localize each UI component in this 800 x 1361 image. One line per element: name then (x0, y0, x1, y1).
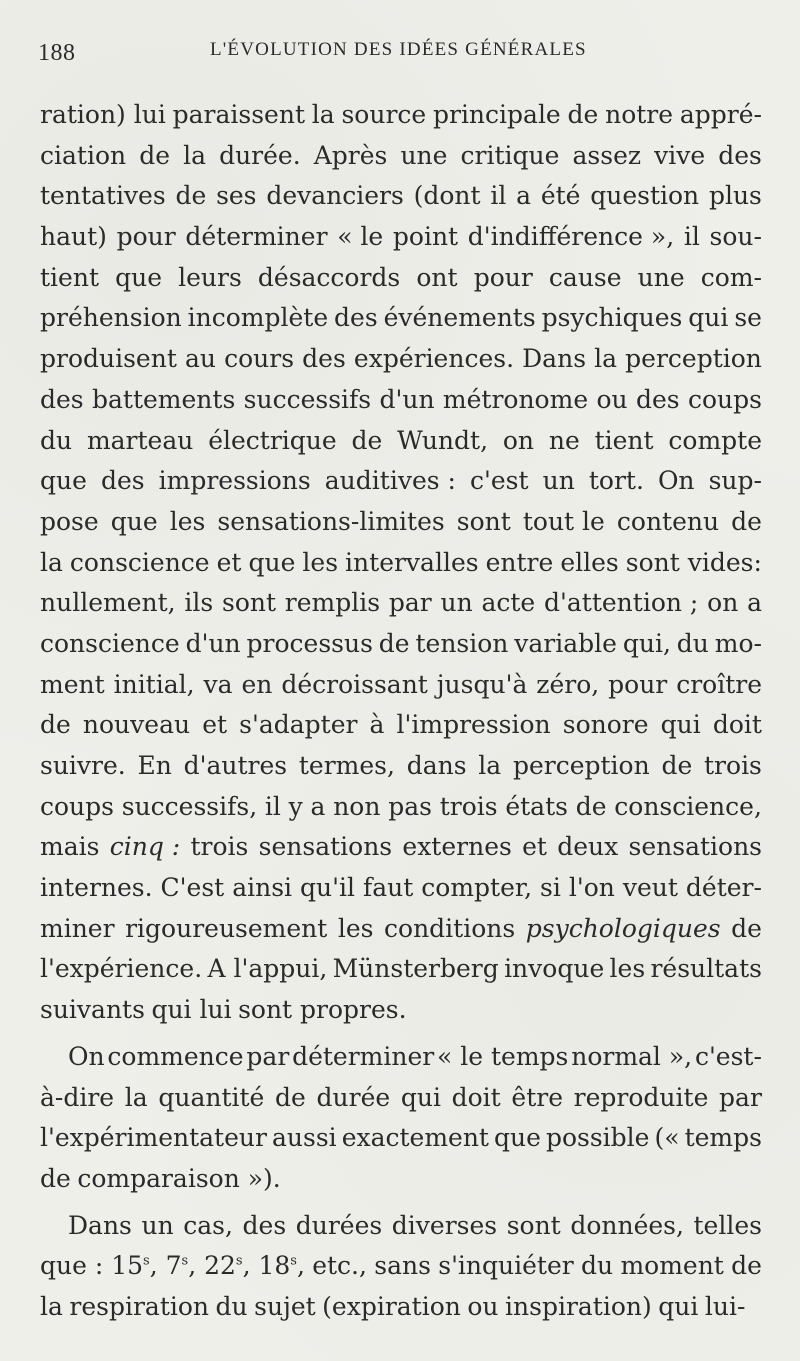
word: leurs (178, 262, 242, 292)
word: conscience (69, 547, 210, 577)
word: successifs, (121, 791, 258, 821)
word: ses (216, 181, 257, 211)
word: on (502, 425, 535, 455)
text-line (40, 1118, 762, 1159)
word: psychiques (541, 303, 683, 333)
word: sont (221, 588, 277, 618)
word: contenu (616, 506, 720, 536)
word: plus (708, 181, 762, 211)
word: On (68, 1041, 105, 1071)
word: coups (687, 384, 762, 414)
word: l'expérience. (40, 954, 203, 984)
word: tient (40, 262, 99, 292)
word: tout le (522, 506, 605, 536)
word: durée (316, 1082, 391, 1112)
word: sans (374, 1251, 431, 1281)
word: de (275, 1082, 306, 1112)
word: décroissant (281, 669, 428, 699)
word: lui- (704, 1291, 746, 1321)
word: inspiration) (505, 1291, 652, 1321)
word: que (40, 466, 87, 496)
word: doit (451, 1082, 501, 1112)
word: la (183, 140, 206, 170)
body-text (40, 95, 762, 1328)
text-line (40, 421, 762, 462)
text-line (40, 1206, 762, 1247)
word: la (40, 1291, 63, 1321)
word: principale (432, 100, 561, 129)
text-line (40, 217, 762, 258)
word: été (540, 181, 581, 211)
word: paraissent (172, 100, 305, 129)
word: veut (622, 873, 678, 903)
word: suivants (40, 995, 145, 1025)
word: il (490, 181, 507, 211)
word: et (522, 832, 547, 862)
word: entre (485, 547, 554, 577)
word: diverses (391, 1210, 498, 1240)
word: ils (184, 588, 214, 618)
word: s'inquiéter (438, 1251, 574, 1281)
word: ment (40, 669, 105, 699)
word: marteau (86, 425, 194, 455)
word: a (310, 791, 326, 821)
word: données, (570, 1210, 684, 1240)
word: par (719, 1082, 762, 1112)
word: c'est- (694, 1041, 762, 1071)
word: trois (439, 791, 498, 821)
text-line (40, 909, 762, 950)
word: sont vides: (625, 547, 762, 577)
word: doit (712, 710, 762, 740)
word: On (657, 466, 695, 496)
word: du (40, 425, 73, 455)
word: événements (383, 303, 536, 333)
word: un (141, 1210, 174, 1240)
word: et (216, 547, 242, 577)
text-line (40, 990, 762, 1031)
word: de (175, 181, 207, 211)
word: sont (456, 506, 511, 536)
word: des (334, 303, 378, 333)
word: résultats (650, 954, 762, 984)
word: pose (40, 506, 99, 536)
word: dans (406, 751, 467, 780)
word: externes (402, 832, 512, 862)
word: faut (362, 873, 414, 903)
word: déterminer (292, 1041, 435, 1071)
page-header (38, 38, 760, 68)
text-line (40, 868, 762, 909)
text-line (40, 949, 762, 990)
word: commence (107, 1041, 244, 1071)
word: l'impression (396, 710, 551, 740)
word: ciation (40, 140, 127, 170)
word: qui (688, 303, 729, 333)
word: de (139, 140, 170, 170)
text-line (40, 583, 762, 624)
word: invoque (504, 954, 605, 984)
page-number: 188 (38, 40, 76, 66)
word: respiration (69, 1291, 210, 1321)
word: ainsi (232, 873, 293, 903)
word: croître (676, 669, 762, 699)
running-head: L'ÉVOLUTION DES IDÉES GÉNÉRALES (210, 39, 587, 60)
text-line (40, 176, 762, 217)
word: sont (506, 1210, 561, 1240)
word: question (590, 181, 700, 211)
word: Après (313, 140, 388, 170)
word: intervalles (345, 547, 479, 577)
word: durée. (219, 140, 301, 170)
word: une (400, 140, 448, 170)
text-line (40, 827, 762, 868)
word: du (581, 1251, 614, 1281)
word: compte (668, 425, 762, 455)
word: normal », (571, 1041, 693, 1071)
text-line (40, 1159, 762, 1200)
word: impressions (158, 466, 311, 496)
word: « le temps (437, 1041, 569, 1071)
word: A l'appui, (207, 954, 328, 984)
word: qui (660, 710, 701, 740)
word: pour (608, 669, 668, 699)
word: zéro, (536, 669, 600, 699)
word: com- (700, 262, 762, 292)
word: d'attention ; (544, 588, 699, 618)
word: que (494, 1123, 541, 1153)
word: sujet (254, 1291, 316, 1321)
word: trois (190, 832, 249, 862)
word: durées (295, 1210, 383, 1240)
word: des (635, 384, 680, 414)
word: des (718, 140, 762, 170)
word: y (288, 791, 303, 821)
word: c'est (470, 466, 529, 496)
word: électrique (208, 425, 337, 455)
word: les (169, 506, 206, 536)
word: s'adapter (239, 710, 358, 740)
word: pour (473, 262, 533, 292)
word: nullement, (40, 588, 176, 618)
word: temps (684, 1123, 762, 1153)
text-line (40, 1078, 762, 1119)
word: que (248, 547, 296, 577)
word: de (661, 751, 693, 780)
word: ration) lui (40, 100, 166, 129)
word: que (110, 506, 158, 536)
word: d'un (185, 628, 241, 658)
word: sensations-limites (217, 506, 445, 536)
word: Dans (522, 344, 587, 374)
word: à (369, 710, 385, 740)
text-line (40, 380, 762, 421)
word: l'on (568, 873, 615, 903)
word: ne (548, 425, 580, 455)
word: processus (246, 628, 373, 658)
word: expériences. (353, 344, 515, 374)
word: cinq : (109, 832, 181, 862)
word: l'expérimentateur (40, 1123, 267, 1153)
word: suivre. (40, 751, 126, 780)
word: Münsterberg (332, 954, 499, 984)
word: sup- (708, 466, 762, 496)
word: initial, (113, 669, 195, 699)
word: (expiration (322, 1291, 461, 1321)
word: la (311, 100, 335, 129)
word: compter, (421, 873, 533, 903)
word: reproduite (573, 1082, 709, 1112)
word: jusqu'à (436, 669, 528, 699)
word: point (392, 222, 459, 252)
word: sensations (628, 832, 762, 862)
word: variable (514, 628, 617, 658)
word: perception (512, 751, 650, 780)
word: de (731, 506, 762, 536)
text-line (40, 1287, 762, 1328)
word: cours (224, 344, 295, 374)
word: du (676, 628, 709, 658)
word: la (478, 751, 502, 780)
word: comparaison »). (77, 1163, 281, 1193)
word: haut) (40, 222, 107, 252)
word: deux (557, 832, 619, 862)
word: d'un (379, 384, 435, 414)
word: et (202, 710, 228, 740)
word: états (505, 791, 568, 821)
word: se (734, 303, 762, 333)
word: va (203, 669, 233, 699)
text-line (40, 461, 762, 502)
text-line (40, 624, 762, 665)
word: (« (654, 1123, 680, 1153)
word: nouveau (82, 710, 191, 740)
word: ou (467, 1291, 499, 1321)
word: a (516, 181, 532, 211)
text-line (40, 705, 762, 746)
word: de (351, 425, 383, 455)
word: par (246, 1041, 290, 1071)
word: trois (704, 751, 762, 780)
word: conscience (40, 628, 180, 658)
word: les (609, 954, 646, 984)
text-line (40, 258, 762, 299)
word: incomplète (187, 303, 329, 333)
word: de (40, 1163, 71, 1193)
word: qui, (622, 628, 671, 658)
text-line (40, 339, 762, 380)
word: elles (560, 547, 619, 577)
word: coups (40, 791, 114, 821)
word: de (378, 628, 410, 658)
word: rigoureusement (125, 913, 328, 943)
word: en (241, 669, 273, 699)
word: qu'il (300, 873, 355, 903)
word: devanciers (266, 181, 404, 211)
text-line (40, 1246, 762, 1287)
word: si (540, 873, 561, 903)
word: acte (481, 588, 536, 618)
word: vive (654, 140, 706, 170)
word: auditives : (324, 466, 456, 496)
word: telles (693, 1210, 762, 1240)
word: qui lui (151, 995, 232, 1025)
word: des (302, 344, 346, 374)
word: désaccords (257, 262, 401, 292)
word: sonore (562, 710, 649, 740)
word: miner (40, 913, 115, 943)
word: sont propres. (238, 995, 407, 1025)
word: qui (658, 1291, 699, 1321)
word: du (215, 1291, 248, 1321)
word: de (575, 791, 607, 821)
word: déter- (685, 873, 762, 903)
word: on (707, 588, 739, 618)
text-line (40, 665, 762, 706)
word: produisent (40, 344, 177, 374)
word: de (731, 1251, 762, 1281)
word: d'autres (183, 751, 288, 780)
word: mais (40, 832, 100, 862)
word: ou (596, 384, 628, 414)
word: déterminer (185, 222, 328, 252)
word: pas (388, 791, 432, 821)
word: mo- (714, 628, 762, 658)
text-line (40, 95, 762, 136)
word: pour (116, 222, 176, 252)
word: (dont (413, 181, 481, 211)
word: tension (415, 628, 509, 658)
word: métronome (442, 384, 589, 414)
word: a (747, 588, 762, 618)
word: un (542, 466, 575, 496)
word: conditions (384, 913, 516, 943)
word: préhension (40, 303, 182, 333)
text-line (40, 1037, 762, 1078)
word: des (100, 466, 145, 496)
word: par (388, 588, 432, 618)
word: qui (400, 1082, 441, 1112)
word: de (567, 100, 599, 129)
word: perception (625, 344, 762, 374)
text-line (40, 502, 762, 543)
text-line (40, 787, 762, 828)
word: battements (92, 384, 236, 414)
word: Dans (68, 1210, 132, 1240)
word: tient (594, 425, 654, 455)
word: ont (416, 262, 458, 292)
word: termes, (298, 751, 395, 780)
word: il (264, 791, 281, 821)
word: il (683, 222, 700, 252)
word: de (40, 710, 71, 740)
word: tort. (588, 466, 644, 496)
word: que : 15$^s$, 7$^s$, 22$^s$, 18$^s$, (40, 1251, 305, 1281)
word: la (594, 344, 618, 374)
word: etc., (312, 1251, 367, 1281)
word: aussi (271, 1123, 337, 1153)
word: En (137, 751, 172, 780)
word: exactement (341, 1123, 489, 1153)
word: que (115, 262, 162, 292)
word: remplis (284, 588, 381, 618)
word: appré- (679, 100, 762, 129)
word: la (124, 1082, 148, 1112)
word: sou- (709, 222, 762, 252)
word: successifs (243, 384, 372, 414)
text-line (40, 136, 762, 177)
text-line (40, 298, 762, 339)
word: des (242, 1210, 287, 1240)
word: des (40, 384, 84, 414)
word: notre (605, 100, 674, 129)
word: assez (572, 140, 642, 170)
word: possible (545, 1123, 650, 1153)
word: un (440, 588, 473, 618)
word: psychologiques (525, 913, 721, 943)
word: la (40, 547, 63, 577)
word: cas, (183, 1210, 233, 1240)
word: une (637, 262, 685, 292)
word: internes. (40, 873, 153, 903)
word: Wundt, (397, 425, 489, 455)
word: critique (460, 140, 560, 170)
word: conscience, (614, 791, 762, 821)
word: moment (620, 1251, 724, 1281)
word: les (302, 547, 339, 577)
word: sensations (258, 832, 393, 862)
word: tentatives (40, 181, 166, 211)
word: source (341, 100, 427, 129)
word: les (337, 913, 374, 943)
word: C'est (160, 873, 225, 903)
word: d'indifférence », (467, 222, 675, 252)
word: à-dire (40, 1082, 115, 1112)
text-line (40, 543, 762, 584)
word: de (731, 913, 762, 943)
word: être (511, 1082, 563, 1112)
text-line (40, 746, 762, 787)
word: non (333, 791, 381, 821)
word: quantité (158, 1082, 265, 1112)
word: au (185, 344, 217, 374)
word: « le (337, 222, 384, 252)
word: cause (548, 262, 622, 292)
